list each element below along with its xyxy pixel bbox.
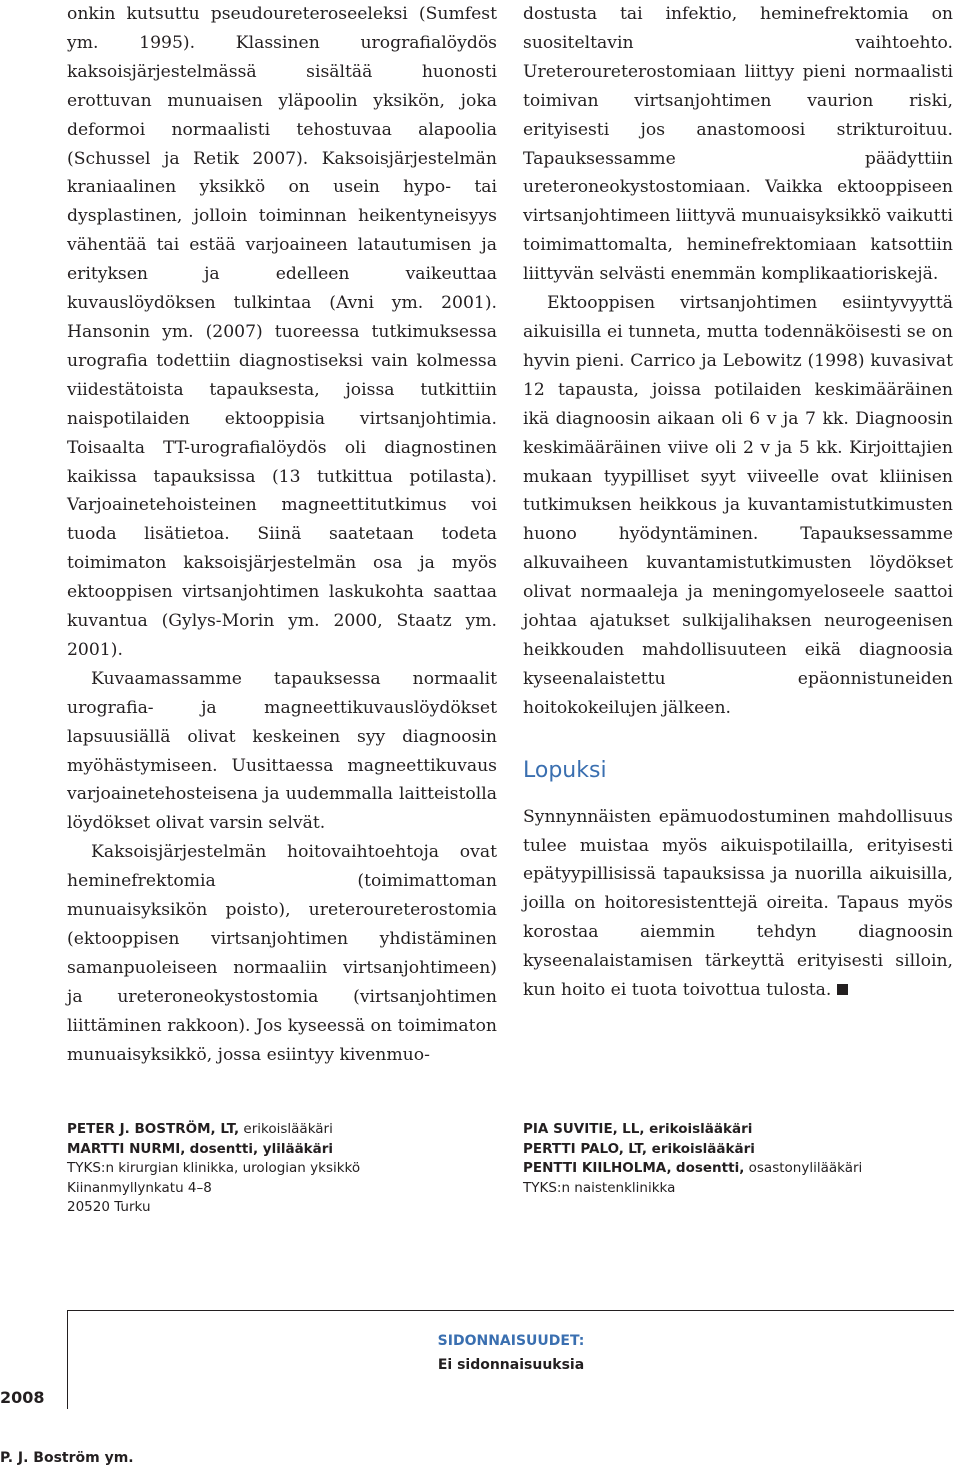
left-text-column bbox=[67, 0, 497, 1070]
author-title: erikoislääkäri bbox=[243, 1121, 333, 1137]
body-paragraph: dostusta tai infektio, heminefrektomia on suositeltavin vaihtoehto. Ureteroureterostomiaan liittyy pieni normaalisti toimivan virtsanjohtimen vaurion riski, erityisesti jos anastomoosi strikturoituu. Tapauksessamme päädyttiin ureteroneokystostomiaan. Vaikka ektooppiseen virtsanjohtimeen liittyvä munuaisyksikkö vaikutti toimimattomalta, heminefrektomiaan katsottiin liittyvän selvästi enemmän komplikaatioriskejä. bbox=[523, 4, 953, 285]
author-affiliation: TYKS:n kirurgian klinikka, urologian yksikkö bbox=[67, 1160, 361, 1176]
author-name: PENTTI KIILHOLMA, bbox=[523, 1160, 672, 1176]
author-title: LT, erikoislääkäri bbox=[628, 1140, 755, 1157]
closing-paragraph bbox=[523, 803, 953, 1005]
author-block-right bbox=[523, 1120, 943, 1198]
body-paragraph: onkin kutsuttu pseudoureteroseeleksi (Sumfest ym. 1995). Klassinen urografialöydös kaksoisjärjestelmässä sisältää huonosti erottuvan munuaisen yläpoolin yksikön, joka deformoi normaalisti tehostuvaa alapoolia (Schussel ja Retik 2007). Kaksoisjärjestelmän kraniaalinen yksikkö on usein hypo- tai dysplastinen, jolloin toiminnan heikentyneisyys vähentää tai estää varjoaineen latautumisen ja erityksen ja edelleen vaikeuttaa kuvauslöydöksen tulkintaa (Avni ym. 2001). Hansonin ym. (2007) tuoreessa tutkimuksessa urografia todettiin diagnostiseksi vain kolmessa viidestätoista tapauksesta, joissa tutkittiin naispotilaiden ektooppisia virtsanjohtimia. Toisaalta TT-urografialöydös oli diagnostinen kaikissa tapauksissa (13 tutkittua potilasta). Varjoainetehoisteinen magneettitutkimus voi tuoda lisätietoa. Siinä saatetaan todeta toimimaton kaksoisjärjestelmän osa ja myös ektooppisen virtsanjohtimen laskukohta saattaa kuvantua (Gylys-Morin ym. 2000, Staatz ym. 2001). bbox=[67, 4, 497, 660]
author-name: PIA SUVITIE, bbox=[523, 1121, 618, 1137]
author-street: Kiinanmyllynkatu 4–8 bbox=[67, 1179, 212, 1196]
right-text-column bbox=[523, 0, 953, 1005]
body-paragraph: Kuvaamassamme tapauksessa normaalit urografia- ja magneettikuvauslöydökset lapsuusiällä olivat keskeinen syy diagnoosin myöhästymiseen. Uusittaessa magneettikuvaus varjoainetehosteisena ja uudemmalla laitteistolla löydökset olivat varsin selvät. bbox=[67, 668, 497, 834]
author-affiliation: TYKS:n naistenklinikka bbox=[523, 1179, 676, 1196]
author-line bbox=[523, 1140, 943, 1160]
author-line bbox=[523, 1120, 943, 1140]
disclosure-text: Ei sidonnaisuuksia bbox=[437, 1357, 585, 1373]
author-name: PETER J. BOSTRÖM, LT, bbox=[67, 1121, 240, 1137]
author-block-left bbox=[67, 1120, 367, 1218]
disclosure-box bbox=[67, 1310, 954, 1409]
body-paragraph: Ektooppisen virtsanjohtimen esiintyvyyttä aikuisilla ei tunneta, mutta todennäköisesti se on hyvin pieni. Carrico ja Lebowitz (1998) kuvasivat 12 tapausta, joissa potilaiden keskimääräinen ikä diagnoosin aikaan oli 6 v ja 7 kk. Diagnoosin keskimääräinen viive oli 2 v ja 5 kk. Kirjoittajien mukaan tyypilliset syyt viiveelle ovat kliinisen tutkimuksen heikkous ja kuvantamistutkimusten huono hyödyntäminen. Tapauksessamme alkuvaiheen kuvantamistutkimusten löydökset olivat normaaleja ja meningomyeloseele saattoi johtaa ajatukset sulkijalihaksen neurogeenisen heikkouden mahdollisuuteen eikä diagnoosia kyseenalaistettu epäonnistuneiden hoitokokeilujen jälkeen. bbox=[523, 293, 953, 718]
running-author: P. J. Boström ym. bbox=[0, 1450, 134, 1466]
author-city: 20520 Turku bbox=[67, 1199, 151, 1215]
author-title: osastonylilääkäri bbox=[748, 1160, 863, 1176]
author-line bbox=[67, 1140, 367, 1160]
body-paragraph: Kaksoisjärjestelmän hoitovaihtoehtoja ovat heminefrektomia (toimimattoman munuaisyksikön poisto), ureteroureterostomia (ektooppisen virtsanjohtimen yhdistäminen samanpuoleiseen normaaliin virtsanjohtimeen) ja ureteroneokystostomia (virtsanjohtimen liittäminen rakkoon). Jos kyseessä on toimimaton munuaisyksikkö, jossa esiintyy kivenmuo- bbox=[67, 842, 497, 1065]
author-line bbox=[67, 1120, 367, 1140]
disclosure-title: SIDONNAISUUDET: bbox=[437, 1333, 585, 1349]
author-line bbox=[523, 1159, 943, 1179]
end-mark-icon bbox=[837, 984, 848, 995]
section-heading: Lopuksi bbox=[523, 757, 607, 783]
closing-paragraph-text: Synnynnäisten epämuodostuminen mahdollisuus tulee muistaa myös aikuispotilailla, erityisesti epätyypillisissä tapauksissa ja nuorilla aikuisilla, joilla on hoitoresistenttejä oireita. Tapaus myös korostaa aiemmin tehdyn diagnoosin kyseenalaistamisen tärkeyttä erityisesti silloin, kun hoito ei tuota toivottua tulosta. bbox=[523, 806, 953, 1001]
author-title: dosentti, ylilääkäri bbox=[189, 1140, 334, 1157]
author-title: LL, erikoislääkäri bbox=[622, 1121, 753, 1137]
author-name: PERTTI PALO, bbox=[523, 1140, 624, 1157]
author-title: dosentti, bbox=[675, 1160, 745, 1176]
page-year: 2008 bbox=[0, 1388, 45, 1407]
author-name: MARTTI NURMI, bbox=[67, 1140, 186, 1157]
